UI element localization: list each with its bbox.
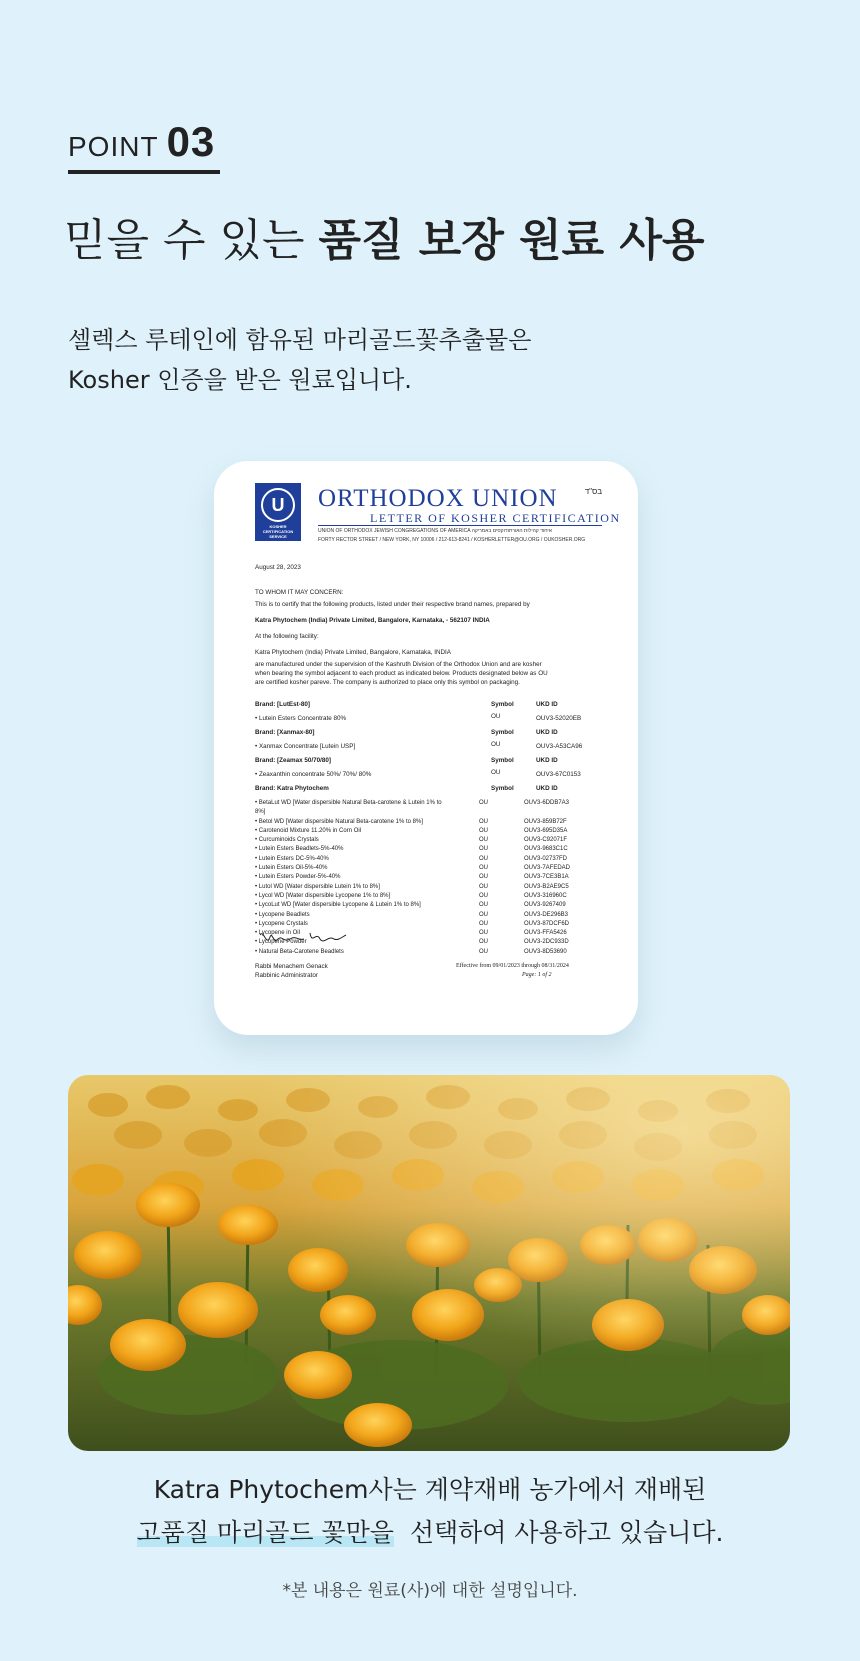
product-symbol: OU — [479, 855, 488, 862]
product-row — [255, 808, 610, 817]
brand-heading: Brand: [LutEst-80] — [255, 701, 310, 708]
product-name: • Zeaxanthin concentrate 50%/ 70%/ 80% — [255, 771, 372, 778]
product-row — [255, 892, 610, 901]
signer-name: Rabbi Menachem Genack — [255, 963, 328, 970]
brand-heading: Brand: [Xanmax-80] — [255, 729, 315, 736]
page-count: Page: 1 of 2 — [522, 972, 552, 978]
marigold-field-image — [68, 1075, 790, 1451]
hebrew-mark: בס"ד — [584, 487, 602, 496]
letter-body-3: are certified kosher pareve. The company is authorized to place only this symbol on packaging. — [255, 679, 520, 686]
product-id: OUV3-67C0153 — [536, 771, 581, 778]
letter-date: August 28, 2023 — [255, 564, 301, 571]
headline-light: 믿을 수 있는 — [64, 215, 319, 266]
product-symbol: OU — [491, 769, 501, 776]
org-address: FORTY RECTOR STREET / NEW YORK, NY 10006 / 212-613-8241 / KOSHERLETTER@OU.ORG / OUKOSHER.ORG — [318, 537, 586, 543]
ou-logo-text: KOSHER CERTIFICATION SERVICE — [262, 524, 294, 539]
product-id: OUV3-695D35A — [524, 827, 568, 834]
product-id: OUV3-8D53690 — [524, 948, 567, 955]
product-symbol: OU — [479, 883, 488, 890]
point-text: POINT — [68, 131, 159, 162]
product-id: OUV3-C92071F — [524, 837, 568, 844]
header-divider — [318, 525, 602, 526]
product-row — [255, 911, 610, 920]
product-row — [255, 855, 610, 864]
facility-name: Katra Phytochem (India) Private Limited, Bangalore, Karnataka, INDIA — [255, 649, 451, 656]
product-symbol: OU — [479, 902, 488, 909]
product-row — [255, 883, 610, 892]
product-id: OUV3-9267409 — [524, 902, 566, 909]
product-id: OUV3-FFA5426 — [524, 930, 567, 937]
product-name: • Lycopene Crystals — [255, 920, 308, 927]
product-symbol: OU — [491, 713, 501, 720]
product-symbol: OU — [479, 911, 488, 918]
product-symbol: OU — [479, 846, 488, 853]
description-line-1: 셀렉스 루테인에 함유된 마리골드꽃추출물은 — [68, 326, 532, 354]
product-id: OUV3-52020EB — [536, 715, 582, 722]
product-id: OUV3-7CE3B1A — [524, 874, 569, 881]
product-row — [255, 827, 610, 836]
headline-bold: 품질 보장 원료 사용 — [318, 215, 705, 266]
product-symbol: OU — [479, 865, 488, 872]
product-id: OUV3-B2AE9C5 — [524, 883, 569, 890]
product-name: • Lycopene in Oil — [255, 930, 300, 937]
facility-label: At the following facility: — [255, 633, 319, 640]
org-title: ORTHODOX UNION — [318, 485, 558, 512]
kosher-certificate — [214, 461, 638, 1035]
signer-title: Rabbinic Administrator — [255, 972, 318, 979]
product-row — [255, 818, 610, 827]
product-symbol: OU — [479, 837, 488, 844]
product-name: • Lutein Esters DC-5%-40% — [255, 855, 329, 862]
product-symbol: OU — [479, 939, 488, 946]
org-line: UNION OF ORTHODOX JEWISH CONGREGATIONS OF AMERICA איחוד קהילות האורתודוקסים באמריקה — [318, 528, 552, 534]
product-id: OUV3-6DDB7A3 — [524, 800, 570, 806]
product-symbol — [479, 808, 524, 817]
product-name: • Lutein Esters Powder-5%-40% — [255, 874, 341, 881]
product-name: • Curcuminoids Crystals — [255, 837, 319, 844]
product-id: OUV3-859B72F — [524, 818, 567, 825]
product-symbol: OU — [491, 741, 501, 748]
ou-logo — [255, 483, 301, 541]
description-line-2: Kosher 인증을 받은 원료입니다. — [68, 366, 412, 394]
symbol-heading: Symbol — [491, 757, 514, 764]
product-row — [255, 901, 610, 910]
symbol-heading: Symbol — [491, 729, 514, 736]
product-symbol: OU — [479, 818, 488, 825]
product-row — [255, 836, 610, 845]
point-label — [68, 118, 220, 174]
product-symbol: OU — [479, 800, 488, 806]
product-row — [255, 864, 610, 873]
product-row — [255, 799, 610, 808]
ukd-heading: UKD ID — [536, 785, 558, 792]
page-title — [64, 204, 704, 268]
bottom-line-2-rest: 선택하여 사용하고 있습니다. — [393, 1518, 724, 1547]
effective-dates: Effective from 09/01/2023 through 08/31/2024 — [456, 963, 569, 969]
letter-body-2: when bearing the symbol adjacent to each product as indicated below. Products designated below as OU — [255, 670, 548, 677]
product-name: • Lutein Esters Oil-5%-40% — [255, 865, 328, 872]
company-name: Katra Phytochem (India) Private Limited, Bangalore, Karnataka, - 562107 INDIA — [255, 617, 490, 624]
product-id: OUV3-7AFEDAD — [524, 865, 571, 872]
signature-image — [258, 927, 348, 951]
product-name: • Carotenoid Mixture 11.20% in Corn Oil — [255, 827, 362, 834]
product-id: OUV3-02737FD — [524, 855, 568, 862]
product-name: • Natural Beta-Carotene Beadlets — [255, 948, 344, 955]
brand-heading: Brand: [Zeamax 50/70/80] — [255, 757, 331, 764]
product-name: • Lycopene Beadlets — [255, 911, 310, 918]
product-symbol: OU — [479, 874, 488, 881]
ukd-heading: UKD ID — [536, 701, 558, 708]
bottom-line-1: Katra Phytochem사는 계약재배 농가에서 재배된 — [153, 1475, 707, 1504]
product-symbol: OU — [479, 827, 488, 834]
product-symbol: OU — [479, 920, 488, 927]
product-id: OUV3-DE296B3 — [524, 911, 569, 918]
product-name: • Lycol WD [Water dispersible Lycopene 1% to 8%] — [255, 892, 391, 899]
description — [68, 320, 531, 400]
product-row — [255, 845, 610, 854]
product-symbol: OU — [479, 892, 488, 899]
product-symbol: OU — [479, 930, 488, 937]
product-name: • Lutein Esters Beadlets-5%-40% — [255, 846, 344, 853]
certificate-subtitle: LETTER OF KOSHER CERTIFICATION — [370, 511, 621, 525]
product-name: • Betol WD [Water dispersible Natural Beta-carotene 1% to 8%] — [255, 818, 423, 825]
product-name: • Lutol WD [Water dispersible Lutein 1% to 8%] — [255, 883, 380, 890]
disclaimer-note: *본 내용은 원료(사)에 대한 설명입니다. — [282, 1581, 578, 1601]
product-name: • Lycopene Powder — [255, 939, 307, 946]
ukd-heading: UKD ID — [536, 729, 558, 736]
product-name: • Lutein Esters Concentrate 80% — [255, 715, 347, 722]
letter-salutation: TO WHOM IT MAY CONCERN: — [255, 589, 344, 596]
product-row — [255, 873, 610, 882]
brand-heading: Brand: Katra Phytochem — [255, 785, 329, 792]
point-number: 03 — [166, 118, 216, 165]
bottom-line-2 — [0, 1513, 860, 1549]
product-id: OUV3-87DCF6D — [524, 920, 570, 927]
product-id: OUV3-9683C1C — [524, 846, 568, 853]
product-name: • LycoLut WD [Water dispersible Lycopene & Lutein 1% to 8%] — [255, 902, 421, 909]
marigold-field-photo — [68, 1075, 790, 1451]
ukd-heading: UKD ID — [536, 757, 558, 764]
product-id: OUV3-316960C — [524, 892, 567, 899]
ou-logo-letter: U — [261, 488, 295, 522]
product-id: OUV3-2DC933D — [524, 939, 569, 946]
product-name: 8%] — [255, 809, 266, 816]
letter-intro: This is to certify that the following products, listed under their respective brand names, prepared by — [255, 601, 530, 608]
product-name: • Xanmax Concentrate [Lutein USP] — [255, 743, 356, 750]
point-underline — [68, 170, 220, 174]
product-symbol: OU — [479, 948, 488, 955]
symbol-heading: Symbol — [491, 785, 514, 792]
product-name: • BetaLut WD [Water dispersible Natural Beta-carotene & Lutein 1% to — [255, 800, 442, 806]
product-id: OUV3-A53CA96 — [536, 743, 583, 750]
symbol-heading: Symbol — [491, 701, 514, 708]
letter-body-1: are manufactured under the supervision of the Kashruth Division of the Orthodox Union and are kosher — [255, 661, 542, 668]
highlighted-text: 고품질 마리골드 꽃만을 — [136, 1518, 394, 1547]
